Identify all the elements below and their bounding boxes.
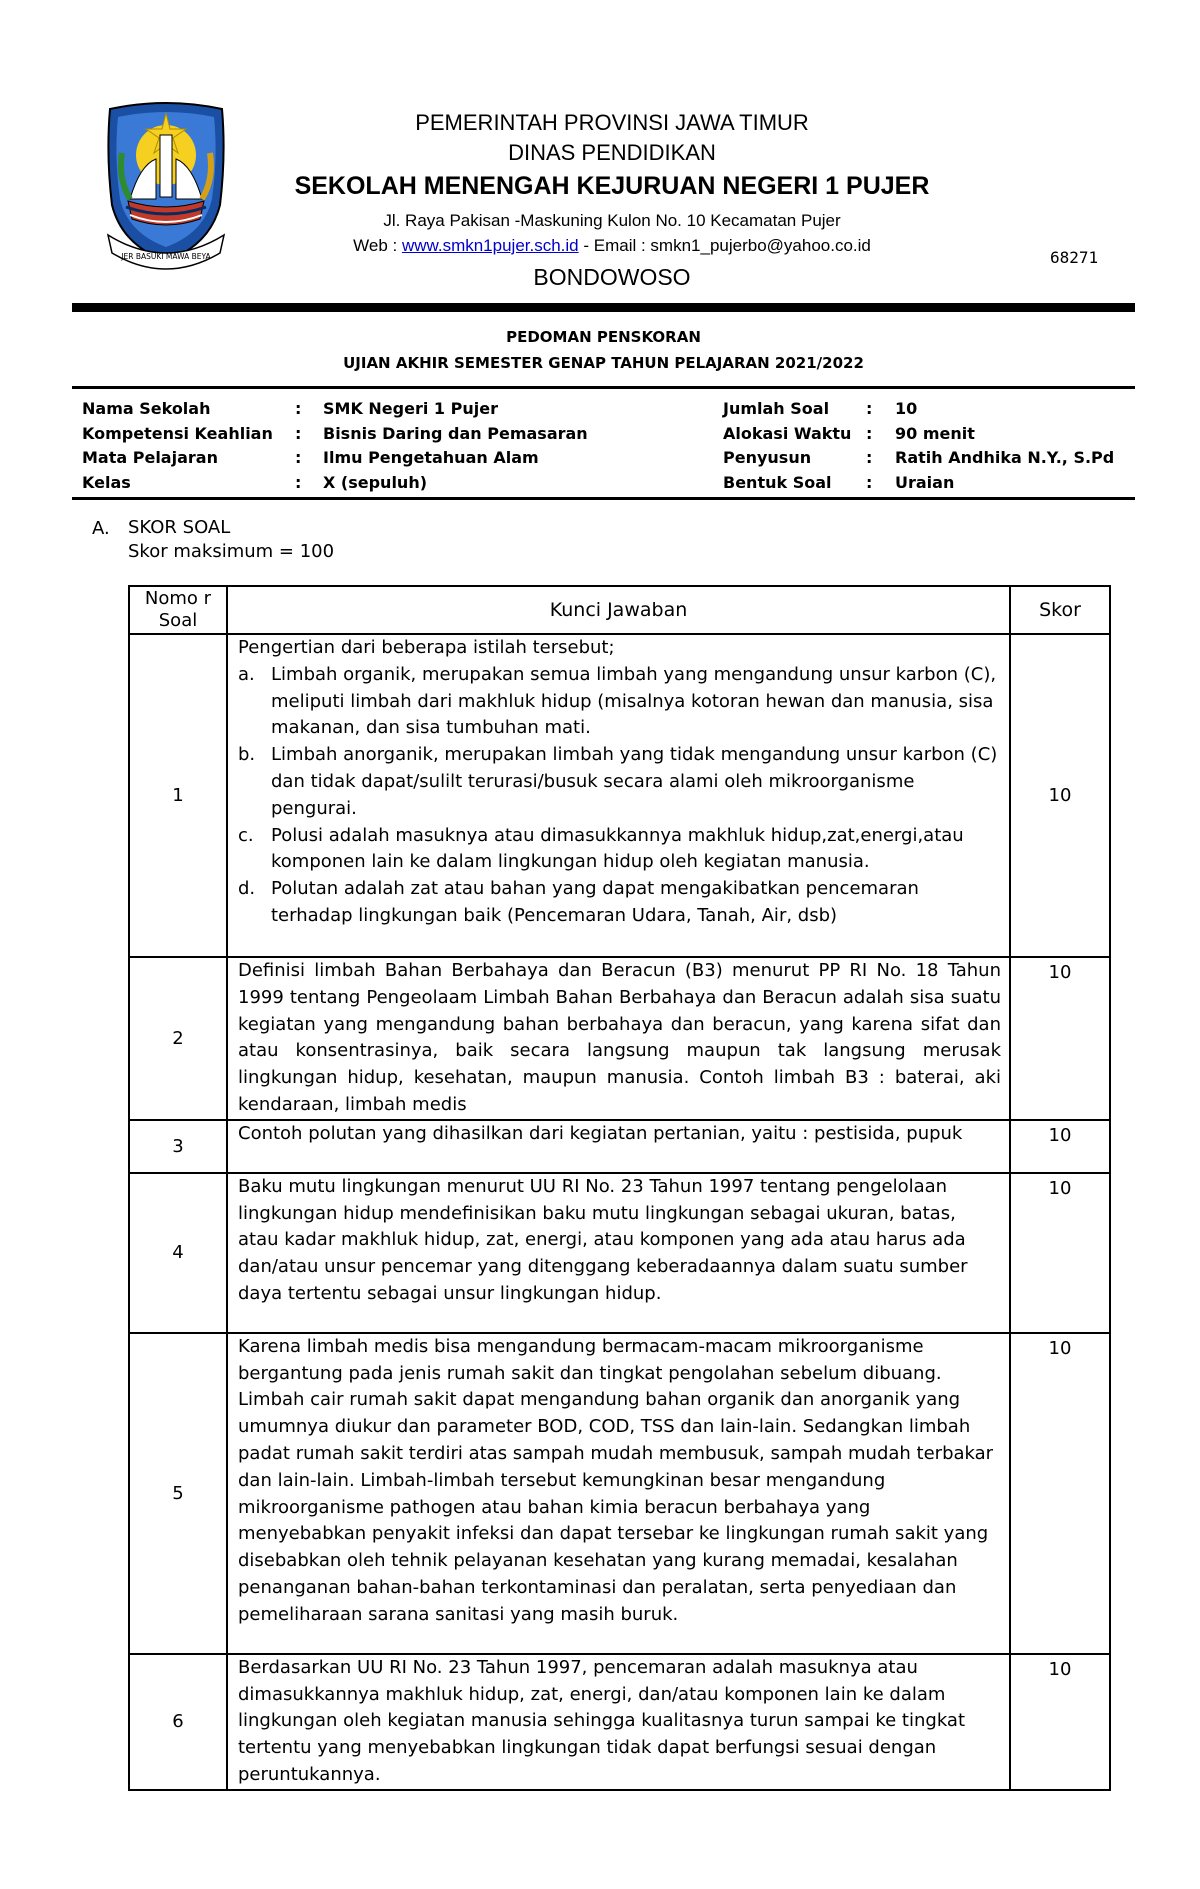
answer-list: [238, 662, 1001, 930]
question-number: 1: [129, 634, 227, 957]
list-item: [238, 742, 1001, 822]
info-label: Bentuk Soal: [723, 472, 832, 492]
document-title: PEDOMAN PENSKORAN: [506, 328, 701, 346]
info-left-values: [323, 397, 588, 495]
email-text: - Email : smkn1_pujerbo@yahoo.co.id: [578, 236, 871, 255]
info-label: Penyusun: [723, 448, 812, 467]
question-score: 10: [1010, 1333, 1110, 1654]
answer-key: [227, 634, 1010, 957]
question-score: 10: [1010, 1654, 1110, 1790]
info-right-colons: [866, 397, 872, 495]
school-name: SEKOLAH MENENGAH KEJURUAN NEGERI 1 PUJER: [294, 172, 930, 200]
info-top-divider: [72, 386, 1135, 389]
info-label: Alokasi Waktu: [723, 423, 852, 443]
letterhead-divider: [72, 303, 1135, 312]
list-marker: b.: [238, 744, 256, 766]
contact-line: [232, 234, 992, 258]
city-name: BONDOWOSO: [533, 264, 691, 290]
info-value: 90 menit: [895, 423, 975, 443]
info-colon: :: [295, 472, 302, 492]
document-subtitle: UJIAN AKHIR SEMESTER GENAP TAHUN PELAJARAN 2021/2022: [343, 354, 864, 372]
info-left-colons: [295, 397, 301, 495]
answer-key: [227, 1654, 1010, 1790]
letterhead: [232, 108, 992, 294]
section-title: SKOR SOAL: [128, 517, 231, 538]
answer-key: [227, 1120, 1010, 1173]
table-row: [129, 1654, 1110, 1790]
info-colon: :: [295, 399, 302, 418]
answer-text: Berdasarkan UU RI No. 23 Tahun 1997, pencemaran adalah masuknya atau dimasukkannya makhluk hidup, zat, energi, dan/atau komponen lain ke dalam lingkungan oleh kegiatan manusia sehingga kualitasnya turun sampai ke tingkat tertentu yang menyebabkan lingkungan tidak dapat berfungsi sesuai dengan peruntukannya.: [238, 1656, 966, 1785]
info-value: Uraian: [895, 472, 955, 492]
info-value: Bisnis Daring dan Pemasaran: [323, 423, 588, 443]
score-table: [128, 585, 1111, 1791]
info-value: SMK Negeri 1 Pujer: [323, 399, 498, 418]
question-score: 10: [1010, 1173, 1110, 1333]
table-row: [129, 634, 1110, 957]
answer-text: Karena limbah medis bisa mengandung bermacam-macam mikroorganisme bergantung pada jenis rumah sakit dan tingkat pengolahan sebelum dibuang. Limbah cair rumah sakit dapat mengandung bahan organik dan anorganik yang umumnya diukur dan parameter BOD, COD, TSS dan lain-lain. Sedangkan limbah padat rumah sakit terdiri atas sampah mudah membusuk, sampah mudah terbakar dan lain-lain. Limbah-limbah tersebut kemungkinan besar mengandung mikroorganisme pathogen atau bahan kimia beracun berbahaya yang menyebabkan penyakit infeksi dan dapat tersebar ke lingkungan rumah sakit yang disebabkan oleh tehnik pelayanan kesehatan yang kurang memadai, kesalahan penanganan bahan-bahan terkontaminasi dan peralatan, serta penyediaan dan pemeliharaan sarana sanitasi yang masih buruk.: [238, 1335, 994, 1625]
table-row: [129, 1120, 1110, 1173]
info-label: Kompetensi Keahlian: [82, 423, 273, 443]
info-label: Kelas: [82, 472, 131, 492]
postal-code: 68271: [1050, 248, 1099, 267]
info-bottom-divider: [72, 497, 1135, 500]
question-score: 10: [1010, 1120, 1110, 1173]
section-subtitle: Skor maksimum = 100: [128, 541, 335, 562]
answer-text: Contoh polutan yang dihasilkan dari kegiatan pertanian, yaitu : pestisida, pupuk: [238, 1122, 963, 1144]
list-item: [238, 823, 1001, 877]
info-right-values: [895, 397, 1114, 495]
info-label: Mata Pelajaran: [82, 448, 218, 467]
info-label: Nama Sekolah: [82, 399, 211, 418]
info-colon: :: [866, 399, 873, 418]
info-colon: :: [295, 423, 302, 443]
info-value: 10: [895, 399, 918, 418]
department-name: DINAS PENDIDIKAN: [508, 140, 716, 165]
info-colon: :: [295, 448, 302, 467]
table-row: [129, 1333, 1110, 1654]
table-header-row: [129, 586, 1110, 634]
info-value: Ratih Andhika N.Y., S.Pd: [895, 448, 1115, 467]
list-item-text: Limbah anorganik, merupakan limbah yang tidak mengandung unsur karbon (C) dan tidak dapat/sulilt terurasi/busuk secara alami oleh mikroorganisme pengurai.: [271, 744, 998, 819]
header-score: Skor: [1010, 586, 1110, 634]
table-row: [129, 957, 1110, 1120]
question-number: 5: [129, 1333, 227, 1654]
answer-key: [227, 957, 1010, 1120]
list-marker: d.: [238, 878, 256, 900]
table-row: [129, 1173, 1110, 1333]
header-answer: Kunci Jawaban: [227, 586, 1010, 634]
answer-key: [227, 1173, 1010, 1333]
school-address: Jl. Raya Pakisan -Maskuning Kulon No. 10 Kecamatan Pujer: [383, 211, 841, 230]
info-left-labels: [82, 397, 273, 495]
answer-intro: Pengertian dari beberapa istilah tersebut;: [238, 637, 615, 658]
list-item-text: Limbah organik, merupakan semua limbah yang mengandung unsur karbon (C), meliputi limbah dari makhluk hidup (misalnya kotoran hewan dan manusia, sisa makanan, dan sisa tumbuhan mati.: [271, 663, 997, 739]
answer-text: Baku mutu lingkungan menurut UU RI No. 23 Tahun 1997 tentang pengelolaan lingkungan hidup mendefinisikan baku mutu lingkungan sebagai ukuran, batas, atau kadar makhluk hidup, zat, energi, atau komponen yang ada atau harus ada dan/atau unsur pencemar yang ditenggang keberadaannya dalam suatu sumber daya tertentu sebagai unsur lingkungan hidup.: [238, 1175, 968, 1304]
list-marker: a.: [238, 663, 255, 685]
list-item: [238, 876, 1001, 930]
list-item-text: Polusi adalah masuknya atau dimasukkannya makhluk hidup,zat,energi,atau komponen lain ke dalam lingkungan hidup oleh kegiatan manusia.: [271, 824, 964, 873]
info-label: Jumlah Soal: [723, 399, 830, 418]
header-number: Nomo r Soal: [129, 586, 227, 634]
website-link[interactable]: www.smkn1pujer.sch.id: [401, 236, 579, 255]
question-number: 3: [129, 1120, 227, 1173]
question-score: 10: [1010, 634, 1110, 957]
question-score: 10: [1010, 957, 1110, 1120]
list-marker: c.: [238, 824, 254, 846]
government-name: PEMERINTAH PROVINSI JAWA TIMUR: [415, 110, 809, 135]
section-letter: A.: [92, 518, 110, 539]
info-value: Ilmu Pengetahuan Alam: [323, 448, 539, 467]
info-colon: :: [866, 423, 873, 443]
answer-text: Definisi limbah Bahan Berbahaya dan Beracun (B3) menurut PP RI No. 18 Tahun 1999 tentang Pengeolaam Limbah Bahan Berbahaya dan Beracun adalah sisa suatu kegiatan yang mengandung bahan berbahaya dan beracun, yang karena sifat dan atau konsentrasinya, baik secara langsung maupun tak langsung merusak lingkungan hidup, kesehatan, maupun manusia. Contoh limbah B3 : baterai, aki kendaraan, limbah medis: [238, 960, 1001, 1115]
web-prefix: Web :: [353, 236, 402, 255]
question-number: 2: [129, 957, 227, 1120]
answer-key: [227, 1333, 1010, 1654]
info-value: X (sepuluh): [323, 472, 428, 492]
info-colon: :: [866, 472, 873, 492]
list-item-text: Polutan adalah zat atau bahan yang dapat mengakibatkan pencemaran terhadap lingkungan baik (Pencemaran Udara, Tanah, Air, dsb): [271, 878, 919, 926]
logo-motto: JER BASUKI MAWA BEYA: [121, 252, 211, 261]
info-colon: :: [866, 448, 873, 467]
east-java-emblem-logo: [100, 95, 232, 283]
question-number: 4: [129, 1173, 227, 1333]
list-item: [238, 662, 1001, 742]
info-right-labels: [723, 397, 851, 495]
question-number: 6: [129, 1654, 227, 1790]
